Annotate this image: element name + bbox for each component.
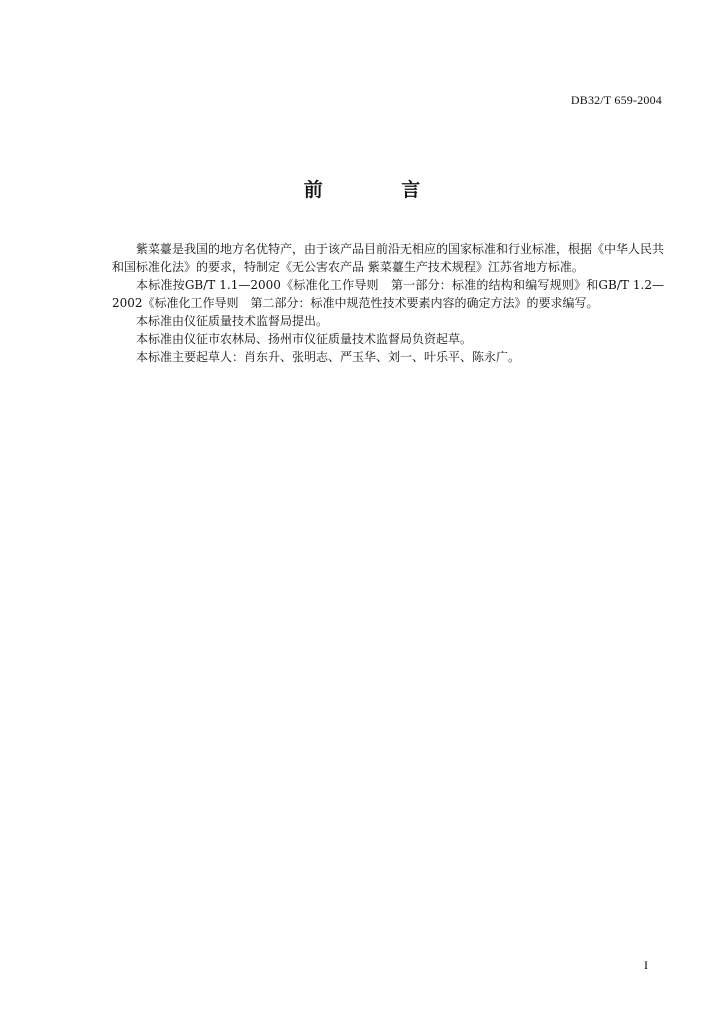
paragraph-drafting-units: 本标准由仪征市农林局、扬州市仪征质量技术监督局负资起草。 — [136, 332, 473, 346]
paragraph-background: 紫菜薹是我国的地方名优特产，由于该产品目前沿无相应的国家标准和行业标准，根据《中华人民共和国标准化法》的要求，特制定《无公害农产品 紫菜薹生产技术规程》江苏省地方标准。 — [112, 242, 665, 274]
standard-code: DB32/T 659-2004 — [570, 93, 662, 107]
paragraph-drafters: 本标准主要起草人：肖东升、张明志、严玉华、刘一、叶乐平、陈永广。 — [136, 350, 521, 364]
page-number: I — [644, 958, 648, 972]
paragraph-proposer: 本标准由仪征质量技术监督局提出。 — [136, 314, 329, 328]
page-title: 前 言 — [303, 179, 457, 201]
foreword-body — [112, 240, 664, 366]
paragraph-drafting-rules: 本标准按GB/T 1.1—2000《标准化工作导则 第一部分：标准的结构和编写规则》和GB/T 1.2—2002《标准化工作导则 第二部分：标准中规范性技术要素内容的确定方法》的要求编写。 — [112, 278, 664, 310]
